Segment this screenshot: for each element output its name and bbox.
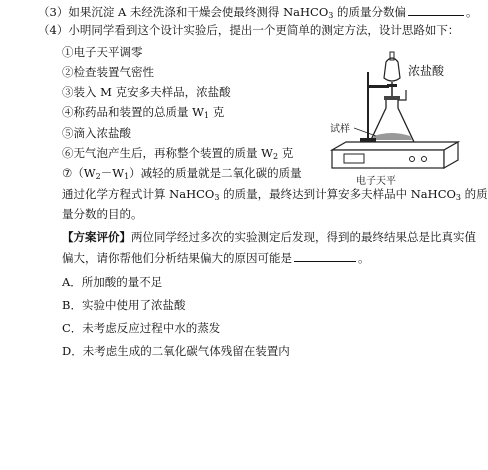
evaluation-text-1: 两位同学经过多次的实验测定后发现，得到的最终结果总是比真实值	[131, 230, 476, 244]
acid-label: 浓盐酸	[408, 64, 445, 78]
stand-rod	[367, 72, 369, 140]
sample-pointer	[354, 128, 376, 136]
step-4-sub: 1	[203, 111, 210, 120]
flask-stopper	[384, 96, 400, 100]
step-7	[62, 165, 302, 185]
calc-text: 通过化学方程式计算 NaHCO	[62, 187, 215, 201]
step-4	[62, 104, 224, 124]
q3-answer-blank[interactable]	[408, 4, 464, 16]
clamp-arm	[367, 85, 389, 88]
apparatus-figure	[320, 50, 465, 190]
q3-prefix: （3）如果沉淀 A 未经洗涤和干燥会使最终测得 NaHCO	[38, 5, 329, 19]
funnel-tap	[387, 84, 397, 87]
option-c[interactable]: C．未考虑反应过程中水的蒸发	[62, 321, 221, 335]
balance-body	[332, 150, 444, 168]
evaluation-line-2	[62, 250, 370, 266]
q3-end: 。	[466, 5, 478, 19]
balance-top	[332, 142, 458, 150]
calc-sub-1: 3	[214, 193, 220, 202]
evaluation-line-1	[62, 229, 476, 245]
step-6	[62, 145, 293, 165]
calc-mid: 的质量，最终达到计算安多夫样品中 NaHCO	[219, 187, 456, 201]
step-4-text: ④称药品和装置的总质量 W	[62, 105, 204, 119]
calc-line-2: 量分数的目的。	[62, 207, 143, 221]
calc-sub-2: 3	[455, 193, 462, 202]
evaluation-label: 【方案评价】	[62, 230, 131, 244]
step-5: ⑤滴入浓盐酸	[62, 126, 131, 140]
step-7-sub2: 1	[124, 172, 130, 181]
step-3: ③装入 M 克安多夫样品，浓盐酸	[62, 85, 231, 99]
balance-label: 电子天平	[356, 176, 396, 187]
question-4-intro: （4）小明同学看到这个设计实验后，提出一个更简单的测定方法，设计思路如下：	[38, 23, 460, 37]
option-d[interactable]: D．未考虑生成的二氧化碳气体残留在装置内	[62, 344, 290, 358]
calc-tail: 的质	[461, 187, 488, 201]
q3-suffix: 的质量分数偏	[333, 5, 407, 19]
question-3	[38, 4, 478, 24]
evaluation-answer-blank[interactable]	[294, 250, 356, 262]
q3-sub: 3	[328, 11, 334, 20]
step-2: ②检查装置气密性	[62, 65, 154, 79]
step-1: ①电子天平调零	[62, 45, 143, 59]
evaluation-end: 。	[358, 251, 370, 265]
funnel-bulb	[384, 58, 400, 81]
step-7-dash: －W	[100, 166, 125, 180]
step-6-text: ⑥无气泡产生后，再称整个装置的质量 W	[62, 146, 273, 160]
stand-base	[360, 138, 376, 142]
step-4-tail: 克	[209, 105, 225, 119]
step-6-tail: 克	[278, 146, 294, 160]
evaluation-text-2: 偏大，请你帮他们分析结果偏大的原因可能是	[62, 251, 292, 265]
step-7-text: ⑦（W	[62, 166, 96, 180]
step-7-tail: ）减轻的质量就是二氧化碳的质量	[129, 166, 302, 180]
option-a[interactable]: A．所加酸的量不足	[62, 275, 163, 289]
option-b[interactable]: B．实验中使用了浓盐酸	[62, 298, 186, 312]
step-7-sub1: 2	[95, 172, 101, 181]
sample-label: 试样	[330, 124, 350, 135]
step-6-sub: 2	[272, 152, 279, 161]
